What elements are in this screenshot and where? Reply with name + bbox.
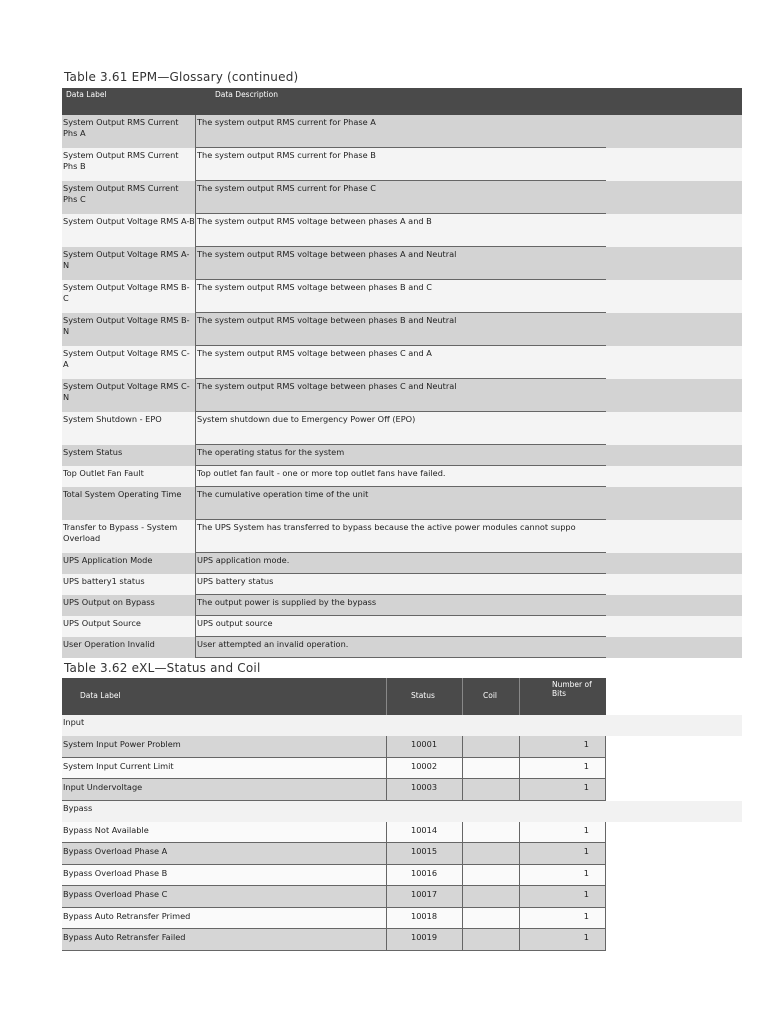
row-number-of-bits: 1 (519, 822, 606, 844)
row-data-label: UPS Output Source (62, 616, 196, 637)
table-3-62-caption: Table 3.62 eXL—Status and Coil (64, 661, 261, 675)
row-data-description: The system output RMS current for Phase A (196, 115, 606, 148)
row-data-label: Top Outlet Fan Fault (62, 466, 196, 487)
row-data-description: UPS battery status (196, 574, 606, 595)
table-row (62, 214, 742, 247)
row-filler (606, 445, 742, 466)
row-status: 10019 (386, 929, 462, 951)
row-filler (606, 595, 742, 616)
table-row (62, 574, 742, 595)
row-data-description: The output power is supplied by the bypass (196, 595, 606, 616)
table-row (62, 865, 742, 887)
header-status: Status (386, 678, 462, 715)
row-status: 10001 (386, 736, 462, 758)
table-row (62, 247, 742, 280)
row-filler (606, 487, 742, 520)
row-data-label: Input Undervoltage (62, 779, 386, 801)
table-row (62, 346, 742, 379)
status-coil-table (62, 678, 742, 951)
row-coil (462, 908, 519, 930)
glossary-table (62, 88, 742, 658)
row-data-label: Bypass Overload Phase B (62, 865, 386, 887)
table-row (62, 886, 742, 908)
table-row (62, 487, 742, 520)
table-row (62, 758, 742, 780)
row-data-label: System Shutdown - EPO (62, 412, 196, 445)
row-filler (606, 553, 742, 574)
table-row (62, 148, 742, 181)
row-coil (462, 843, 519, 865)
row-coil (462, 822, 519, 844)
row-number-of-bits: 1 (519, 865, 606, 887)
table-row (62, 181, 742, 214)
row-data-description: The system output RMS voltage between phases A and B (196, 214, 606, 247)
table-row (62, 843, 742, 865)
row-status: 10002 (386, 758, 462, 780)
row-data-label: UPS Application Mode (62, 553, 196, 574)
row-data-description: The system output RMS voltage between phases A and Neutral (196, 247, 606, 280)
row-data-label: System Output Voltage RMS B-N (62, 313, 196, 346)
table-row (62, 115, 742, 148)
table-row (62, 280, 742, 313)
row-data-description: The system output RMS voltage between phases C and Neutral (196, 379, 606, 412)
row-number-of-bits: 1 (519, 886, 606, 908)
row-data-description: The system output RMS current for Phase C (196, 181, 606, 214)
row-data-description: The cumulative operation time of the unit (196, 487, 606, 520)
row-coil (462, 886, 519, 908)
row-data-description: Top outlet fan fault - one or more top outlet fans have failed. (196, 466, 606, 487)
row-data-label: System Output RMS Current Phs B (62, 148, 196, 181)
section-header: Bypass (62, 801, 742, 822)
row-data-label: System Output RMS Current Phs A (62, 115, 196, 148)
row-filler (606, 466, 742, 487)
row-data-description: System shutdown due to Emergency Power Off (EPO) (196, 412, 606, 445)
table-row (62, 779, 742, 801)
table-row (62, 929, 742, 951)
row-data-label: System Output Voltage RMS C-N (62, 379, 196, 412)
header-data-label: Data Label (62, 678, 386, 715)
row-filler (606, 280, 742, 313)
table-row (62, 736, 742, 758)
row-data-description: UPS output source (196, 616, 606, 637)
row-data-label: System Output Voltage RMS C-A (62, 346, 196, 379)
table-row (62, 637, 742, 658)
table-row (62, 379, 742, 412)
row-filler (606, 214, 742, 247)
row-data-label: System Output Voltage RMS B-C (62, 280, 196, 313)
row-data-label: Bypass Not Available (62, 822, 386, 844)
row-number-of-bits: 1 (519, 736, 606, 758)
row-data-label: System Output Voltage RMS A-N (62, 247, 196, 280)
status-coil-table-header (62, 678, 742, 715)
table-row (62, 616, 742, 637)
row-coil (462, 758, 519, 780)
row-filler (606, 115, 742, 148)
row-status: 10017 (386, 886, 462, 908)
header-data-description: Data Description (215, 90, 279, 99)
row-data-label: Bypass Auto Retransfer Failed (62, 929, 386, 951)
row-number-of-bits: 1 (519, 779, 606, 801)
row-coil (462, 929, 519, 951)
glossary-table-header (62, 88, 742, 115)
row-data-description: The system output RMS voltage between phases B and Neutral (196, 313, 606, 346)
row-data-label: System Output RMS Current Phs C (62, 181, 196, 214)
row-data-description: The system output RMS voltage between phases C and A (196, 346, 606, 379)
row-filler (606, 520, 742, 553)
row-data-description: The operating status for the system (196, 445, 606, 466)
row-number-of-bits: 1 (519, 908, 606, 930)
table-row (62, 313, 742, 346)
row-filler (606, 148, 742, 181)
row-number-of-bits: 1 (519, 758, 606, 780)
row-data-label: Bypass Overload Phase C (62, 886, 386, 908)
row-filler (606, 181, 742, 214)
row-data-description: The system output RMS voltage between phases B and C (196, 280, 606, 313)
row-data-label: System Input Current Limit (62, 758, 386, 780)
row-data-description: The system output RMS current for Phase B (196, 148, 606, 181)
table-row (62, 908, 742, 930)
row-filler (606, 379, 742, 412)
table-3-61-caption: Table 3.61 EPM—Glossary (continued) (64, 70, 299, 84)
row-data-label: Transfer to Bypass - System Overload (62, 520, 196, 553)
row-status: 10003 (386, 779, 462, 801)
table-row (62, 595, 742, 616)
row-number-of-bits: 1 (519, 929, 606, 951)
row-status: 10016 (386, 865, 462, 887)
table-row (62, 445, 742, 466)
row-coil (462, 736, 519, 758)
row-status: 10018 (386, 908, 462, 930)
row-data-label: Total System Operating Time (62, 487, 196, 520)
row-status: 10015 (386, 843, 462, 865)
row-filler (606, 313, 742, 346)
row-filler (606, 574, 742, 595)
row-data-label: UPS battery1 status (62, 574, 196, 595)
row-filler (606, 346, 742, 379)
row-data-label: Bypass Overload Phase A (62, 843, 386, 865)
row-filler (606, 616, 742, 637)
row-coil (462, 779, 519, 801)
row-data-label: Bypass Auto Retransfer Primed (62, 908, 386, 930)
row-status: 10014 (386, 822, 462, 844)
table-row (62, 466, 742, 487)
row-data-description: UPS application mode. (196, 553, 606, 574)
row-data-label: System Status (62, 445, 196, 466)
row-coil (462, 865, 519, 887)
row-data-label: User Operation Invalid (62, 637, 196, 658)
row-filler (606, 247, 742, 280)
table-row (62, 553, 742, 574)
row-filler (606, 637, 742, 658)
row-data-label: System Output Voltage RMS A-B (62, 214, 196, 247)
header-number-of-bits: Number of Bits (519, 678, 606, 715)
row-data-description: User attempted an invalid operation. (196, 637, 606, 658)
row-number-of-bits: 1 (519, 843, 606, 865)
row-data-label: System Input Power Problem (62, 736, 386, 758)
row-data-description: The UPS System has transferred to bypass because the active power modules cannot suppo (196, 520, 606, 553)
row-data-label: UPS Output on Bypass (62, 595, 196, 616)
table-row (62, 520, 742, 553)
header-data-label: Data Label (66, 90, 107, 99)
table-row (62, 412, 742, 445)
header-coil: Coil (462, 678, 519, 715)
row-filler (606, 412, 742, 445)
table-row (62, 822, 742, 844)
section-header: Input (62, 715, 742, 736)
